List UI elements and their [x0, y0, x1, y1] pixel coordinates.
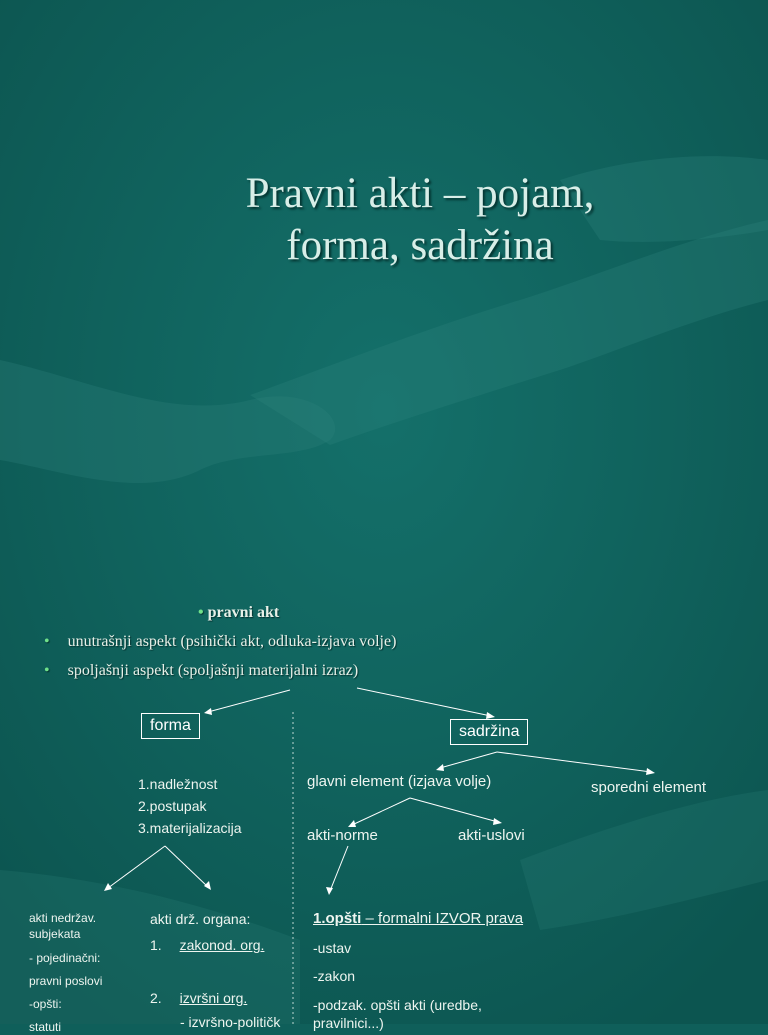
opsti-item: -podzak. opšti akti (uredbe,: [313, 997, 482, 1013]
forma-item: 3.materijalizacija: [138, 820, 242, 836]
sporedni-element: sporedni element: [591, 779, 707, 796]
slide-title: [160, 168, 680, 272]
akti-norme: akti-norme: [307, 827, 378, 844]
nedrzav-item: statuti: [29, 1020, 62, 1034]
forma-item: 1.nadležnost: [138, 776, 218, 792]
drz-item-label: zakonod. org.: [179, 937, 265, 953]
drz-item-number: 2.: [150, 990, 162, 1006]
nedrzav-block: [29, 910, 102, 1035]
sadrzina-box: sadržina: [450, 719, 528, 745]
glavni-element: glavni element (izjava volje): [307, 773, 492, 790]
nedrzav-item: - pojedinačni:: [29, 951, 101, 965]
opsti-item: -ustav: [313, 940, 352, 956]
bullet-main-label: pravni akt: [207, 604, 280, 621]
drz-item-2: [150, 990, 247, 1006]
drz-item-number: 1.: [150, 937, 162, 953]
bullet-sub-1: [44, 633, 396, 651]
opsti-item: pravilnici...): [313, 1015, 384, 1031]
title-line-1: Pravni akti – pojam,: [245, 170, 595, 217]
forma-box: forma: [141, 713, 200, 739]
drz-item-label: izvršni org.: [179, 990, 248, 1006]
drz-item-3: - izvršno-političk: [180, 1014, 281, 1030]
drz-header: akti drž. organa:: [150, 911, 251, 927]
forma-item: 2.postupak: [138, 798, 207, 814]
opsti-heading-rest: – formalni IZVOR prava: [361, 910, 524, 927]
bullet-sub-2: [44, 662, 358, 680]
bullet-main: [198, 604, 279, 622]
nedrzav-item: pravni poslovi: [29, 974, 103, 988]
drz-item-1: [150, 937, 264, 953]
opsti-item: -zakon: [313, 968, 356, 984]
title-line-2: forma, sadržina: [286, 222, 554, 269]
bullet-dot-icon: •: [44, 633, 50, 650]
nedrzav-header-2: subjekata: [29, 927, 81, 941]
akti-uslovi: akti-uslovi: [458, 827, 525, 844]
bullet-dot-icon: •: [198, 604, 204, 621]
opsti-heading-bold: 1.opšti: [313, 910, 362, 927]
nedrzav-header: akti nedržav.: [29, 911, 97, 925]
bullet-sub-1-label: unutrašnji aspekt (psihički akt, odluka-izjava volje): [67, 633, 397, 650]
opsti-heading: [313, 910, 523, 927]
nedrzav-item: -opšti:: [29, 997, 62, 1011]
bullet-dot-icon: •: [44, 662, 50, 679]
bullet-sub-2-label: spoljašnji aspekt (spoljašnji materijalni izraz): [67, 662, 359, 679]
forma-list: [138, 773, 241, 839]
